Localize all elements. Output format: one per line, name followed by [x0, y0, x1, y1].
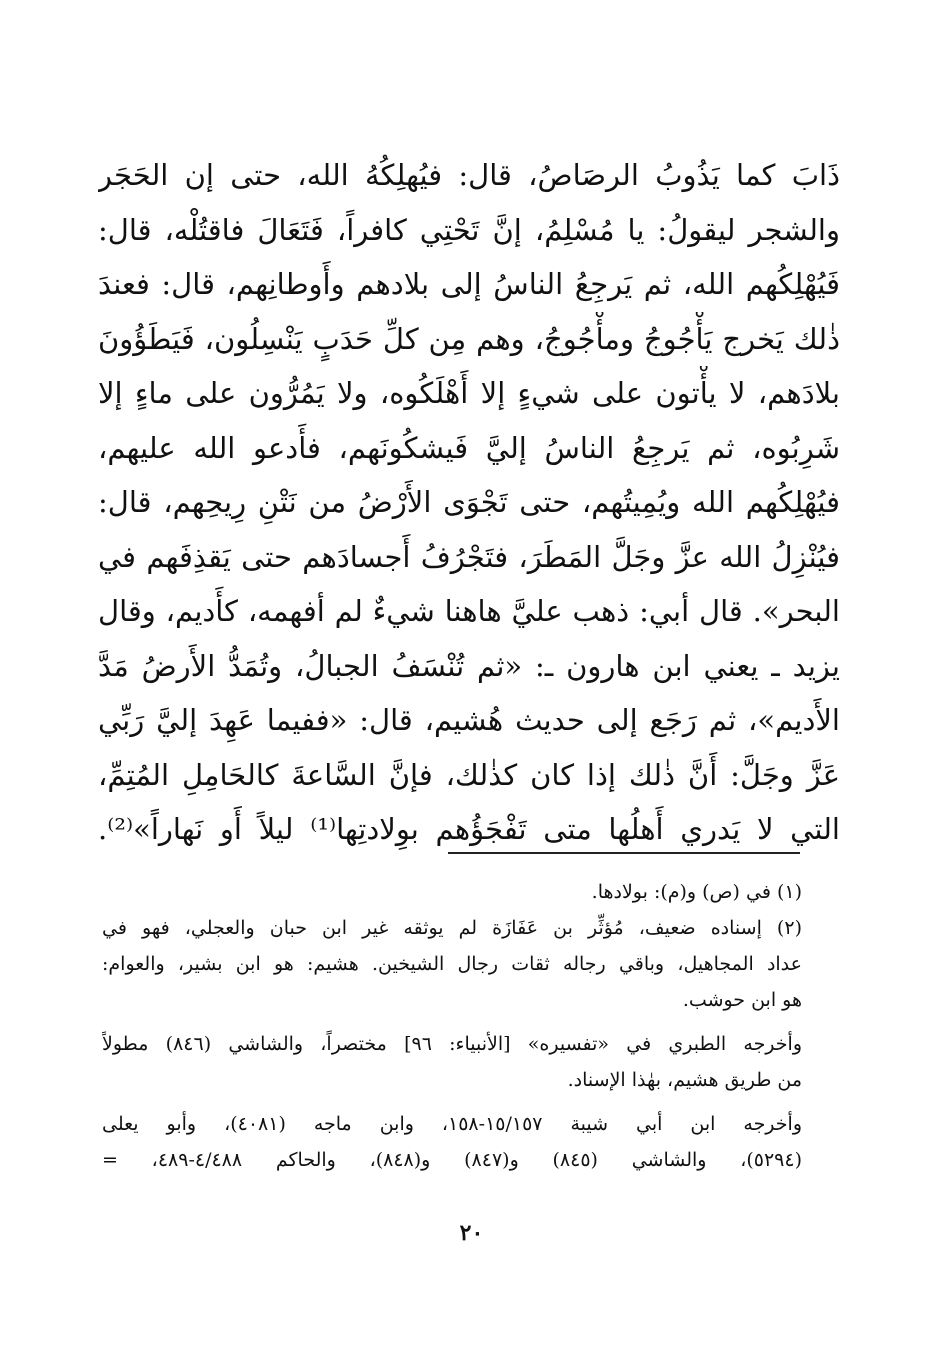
footnote-2-line: (٥٢٩٤)، والشاشي (٨٤٥) و(٨٤٧) و(٨٤٨)، والحاكم ٤/٤٨٨-٤٨٩، = — [102, 1149, 802, 1171]
main-text-line: يزيد ـ يعني ابن هارون ـ: «ثم تُنْسَفُ الجبالُ، وتُمَدُّ الأَرضُ مَدَّ — [98, 648, 840, 683]
footnote-2-line: (٢) إسناده ضعيف، مُؤثِّر بن عَفَازَة لم يوثقه غير ابن حبان والعجلي، فهو في — [102, 917, 802, 939]
main-text-line: ذٰلك يَخرج يَأْجُوجُ ومأْجُوجُ، وهم مِن كلِّ حَدَبٍ يَنْسِلُون، فَيَطَؤُونَ — [98, 321, 840, 356]
footnote-2-line: عداد المجاهيل، وباقي رجاله ثقات رجال الشيخين. هشيم: هو ابن بشير، والعوام: — [102, 953, 802, 975]
main-text-block — [98, 148, 840, 857]
main-text-line: فيُهْلِكُهم الله ويُمِيتُهم، حتى تَجْوَى الأَرْضُ من نَتْنِ رِيحِهم، قال: — [98, 485, 840, 519]
footnote-gap — [102, 1018, 802, 1026]
footnote-2-line: وأخرجه الطبري في «تفسيره» [الأنبياء: ٩٦] مختصراً، والشاشي (٨٤٦) مطولاً — [102, 1033, 802, 1055]
footnote-2-line: هو ابن حوشب. — [682, 989, 802, 1011]
footnote-1: (١) في (ص) و(م): بولادها. — [591, 881, 802, 903]
page-number: ٢٠ — [459, 1220, 484, 1246]
main-text-line: عَزَّ وجَلَّ: أَنَّ ذٰلك إذا كان كذٰلك، فإنَّ السَّاعةَ كالحَامِلِ المُتِمِّ، — [98, 757, 840, 792]
main-text-line: الأَديم»، ثم رَجَع إلى حديث هُشيم، قال: «ففيما عَهِدَ إليَّ رَبِّي — [98, 703, 840, 737]
footnote-separator — [448, 852, 800, 854]
main-text-line: فيُنْزِلُ الله عزَّ وجَلَّ المَطَرَ، فتَجْرُفُ أَجسادَهم حتى يَقذِفَهم في — [98, 539, 840, 574]
footnotes-block — [102, 874, 802, 1178]
main-text-line: ذَابَ كما يَذُوبُ الرصَاصُ، قال: فيُهلِكُهُ الله، حتى إن الحَجَر — [98, 158, 840, 192]
footnote-2-line: وأخرجه ابن أبي شيبة ١٥/١٥٧-١٥٨، وابن ماجه (٤٠٨١)، وأبو يعلى — [102, 1113, 802, 1135]
footnote-2-line: من طريق هشيم، بهٰذا الإسناد. — [567, 1069, 802, 1091]
main-text-line: فَيُهْلِكُهم الله، ثم يَرجِعُ الناسُ إلى بلادهم وأَوطانِهم، قال: فعندَ — [98, 267, 840, 301]
main-text-line: البحر». قال أبي: ذهب عليَّ هاهنا شيءٌ لم أفهمه، كأَديم، وقال — [98, 594, 840, 628]
footnote-gap — [102, 1098, 802, 1106]
main-text-line: بلادَهم، لا يأْتون على شيءٍ إلا أَهْلَكُوه، ولا يَمُرُّون على ماءٍ إلا — [98, 376, 840, 410]
main-text-line: والشجر ليقولُ: يا مُسْلِمُ، إنَّ تَحْتِي كافراً، فَتَعَالَ فاقتُلْه، قال: — [98, 212, 840, 247]
main-text-line: شَرِبُوه، ثم يَرجِعُ الناسُ إليَّ فَيشكُونَهم، فأَدعو الله عليهم، — [98, 430, 840, 465]
main-text-line: التي لا يَدري أَهلُها متى تَفْجَؤُهم بوِلادتِها⁽¹⁾ ليلاً أَو نَهاراً»⁽²⁾. — [98, 812, 840, 846]
